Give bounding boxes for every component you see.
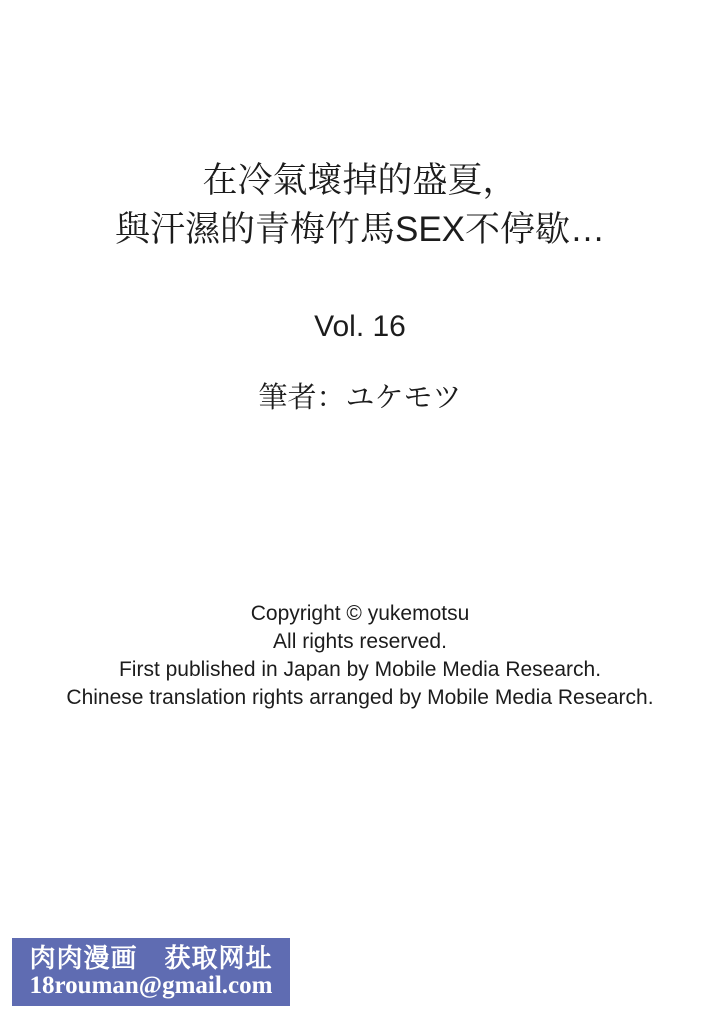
copyright-line: First published in Japan by Mobile Media Research. — [118, 658, 602, 681]
copyright-block — [0, 600, 720, 712]
watermark-email: 18rouman@gmail.com — [29, 972, 273, 999]
watermark-site-name: 肉肉漫画 获取网址 — [29, 943, 273, 973]
series-title-line-1: 在冷氣壞掉的盛夏， — [202, 161, 518, 200]
volume-label: Vol. 16 — [314, 310, 406, 343]
copyright-line: Chinese translation rights arranged by Mobile Media Research. — [66, 686, 654, 709]
watermark-box — [12, 938, 290, 1006]
series-title-line-2: 與汗濕的青梅竹馬SEX不停歇… — [114, 210, 606, 249]
series-title — [0, 156, 720, 254]
copyright-line: All rights reserved. — [273, 630, 447, 653]
author-label: 筆者：ユケモツ — [258, 382, 462, 414]
copyright-line: Copyright © yukemotsu — [250, 602, 470, 625]
